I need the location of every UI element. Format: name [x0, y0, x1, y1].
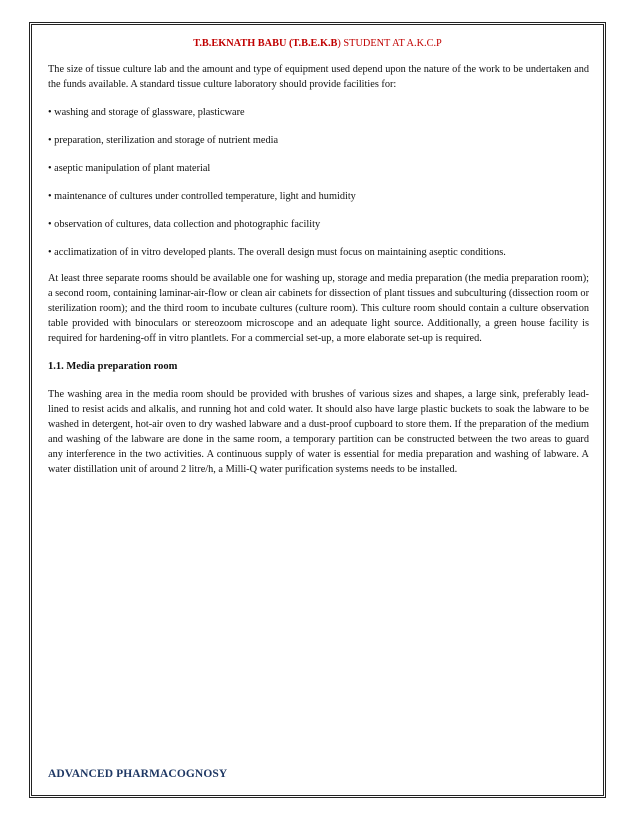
header-author: T.B.EKNATH BABU (T.B.E.K.B	[193, 38, 338, 49]
intro-paragraph: The size of tissue culture lab and the amount and type of equipment used depend upon the nature of the work to be undertaken and the funds available. A standard tissue culture laboratory should provide facilities for:	[48, 64, 589, 90]
bullet-item: • washing and storage of glassware, plasticware	[48, 107, 245, 118]
bullet-item: • preparation, sterilization and storage of nutrient media	[48, 135, 279, 146]
bullet-item: • acclimatization of in vitro developed plants. The overall design must focus on maintaining aseptic conditions.	[48, 247, 506, 258]
rooms-paragraph: At least three separate rooms should be available one for washing up, storage and media preparation (the media preparation room); a second room, containing laminar-air-flow or clean air cabinets for dissection of plant tissues and subculturing (dissection room or sterilization room); and the third room to incubate cultures (culture room). This culture room should contain a culture observation table provided with binoculars or stereozoom microscope and an adequate light source. Additionally, a green house facility is required for hardening-off in vitro plantlets. For a commercial set-up, a more elaborate set-up is required.	[48, 273, 589, 344]
section-heading: 1.1. Media preparation room	[48, 361, 178, 372]
bullet-item: • maintenance of cultures under controlled temperature, light and humidity	[48, 191, 356, 202]
bullet-item: • aseptic manipulation of plant material	[48, 163, 211, 174]
page-header	[34, 38, 601, 49]
media-room-paragraph: The washing area in the media room should be provided with brushes of various sizes and shapes, a large sink, preferably lead-lined to resist acids and alkalis, and running hot and cold water. It should also have large plastic buckets to soak the labware to be washed in detergent, hot-air oven to dry washed labware and a dust-proof cupboard to store them. If the preparation of the medium and washing of the labware are done in the same room, a temporary partition can be constructed between the two areas to guard any interference in the two activities. A continuous supply of water is essential for media preparation and washing of labware. A water distillation unit of around 2 litre/h, a Milli-Q water purification systems needs to be installed.	[48, 389, 589, 475]
header-affiliation: ) STUDENT AT A.K.C.P	[337, 38, 442, 49]
page-footer: ADVANCED PHARMACOGNOSY	[48, 768, 228, 780]
bullet-item: • observation of cultures, data collection and photographic facility	[48, 219, 321, 230]
document-body	[48, 62, 589, 477]
